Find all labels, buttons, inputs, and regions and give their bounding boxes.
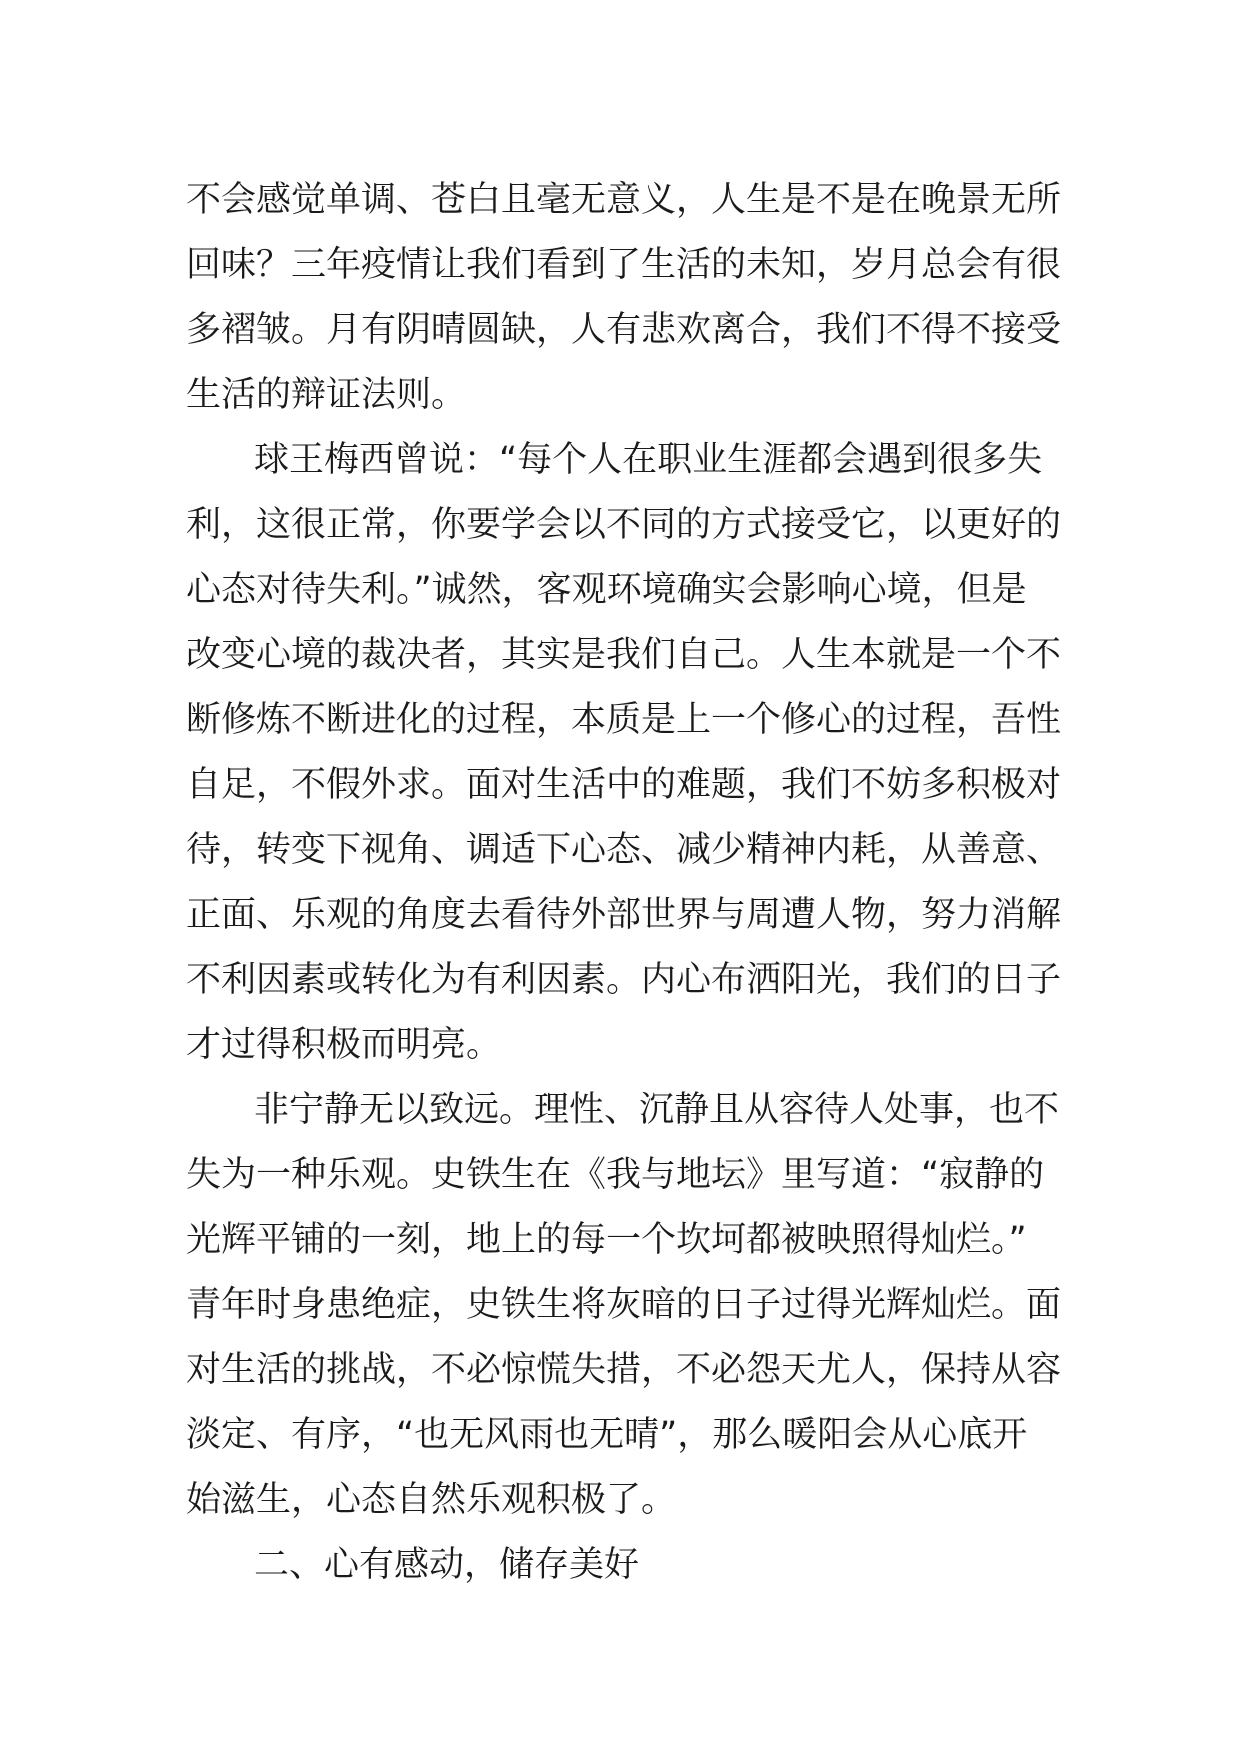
text-line: 淡定、有序，“也无风雨也无晴”，那么暖阳会从心底开 xyxy=(186,1415,1028,1455)
text-line: 青年时身患绝症，史铁生将灰暗的日子过得光辉灿烂。面 xyxy=(186,1285,1062,1325)
text-line: 始滋生，心态自然乐观积极了。 xyxy=(186,1480,677,1520)
text-line: 回味？三年疫情让我们看到了生活的未知，岁月总会有很 xyxy=(186,245,1062,285)
paragraph-1 xyxy=(186,168,1066,428)
text-line: 改变心境的裁决者，其实是我们自己。人生本就是一个不 xyxy=(186,635,1062,675)
text-line: 心态对待失利。”诚然，客观环境确实会影响心境，但是 xyxy=(186,570,1027,610)
paragraph-3 xyxy=(186,1078,1066,1533)
document-body xyxy=(186,168,1066,1598)
text-line: 才过得积极而明亮。 xyxy=(186,1025,502,1065)
text-line: 正面、乐观的角度去看待外部世界与周遭人物，努力消解 xyxy=(186,895,1062,935)
text-line: 自足，不假外求。面对生活中的难题，我们不妨多积极对 xyxy=(186,765,1062,805)
text-line: 断修炼不断进化的过程，本质是上一个修心的过程，吾性 xyxy=(186,700,1062,740)
section-heading-text: 二、心有感动，储存美好 xyxy=(254,1545,640,1585)
text-line: 不利因素或转化为有利因素。内心布洒阳光，我们的日子 xyxy=(186,960,1062,1000)
paragraph-2 xyxy=(186,428,1066,1078)
text-line: 待，转变下视角、调适下心态、减少精神内耗，从善意、 xyxy=(186,830,1062,870)
text-line: 非宁静无以致远。理性、沉静且从容待人处事，也不 xyxy=(254,1090,1060,1130)
text-line: 利，这很正常，你要学会以不同的方式接受它，以更好的 xyxy=(186,505,1062,545)
text-line: 生活的辩证法则。 xyxy=(186,375,467,415)
text-line: 多褶皱。月有阴晴圆缺，人有悲欢离合，我们不得不接受 xyxy=(186,310,1062,350)
text-line: 光辉平铺的一刻，地上的每一个坎坷都被映照得灿烂。” xyxy=(186,1220,1027,1260)
text-line: 对生活的挑战，不必惊慌失措，不必怨天尤人，保持从容 xyxy=(186,1350,1062,1390)
text-line: 球王梅西曾说：“每个人在职业生涯都会遇到很多失 xyxy=(254,440,1043,480)
section-heading xyxy=(186,1533,1066,1598)
text-line: 不会感觉单调、苍白且毫无意义，人生是不是在晚景无所 xyxy=(186,180,1062,220)
text-line: 失为一种乐观。史铁生在《我与地坛》里写道：“寂静的 xyxy=(186,1155,1045,1195)
